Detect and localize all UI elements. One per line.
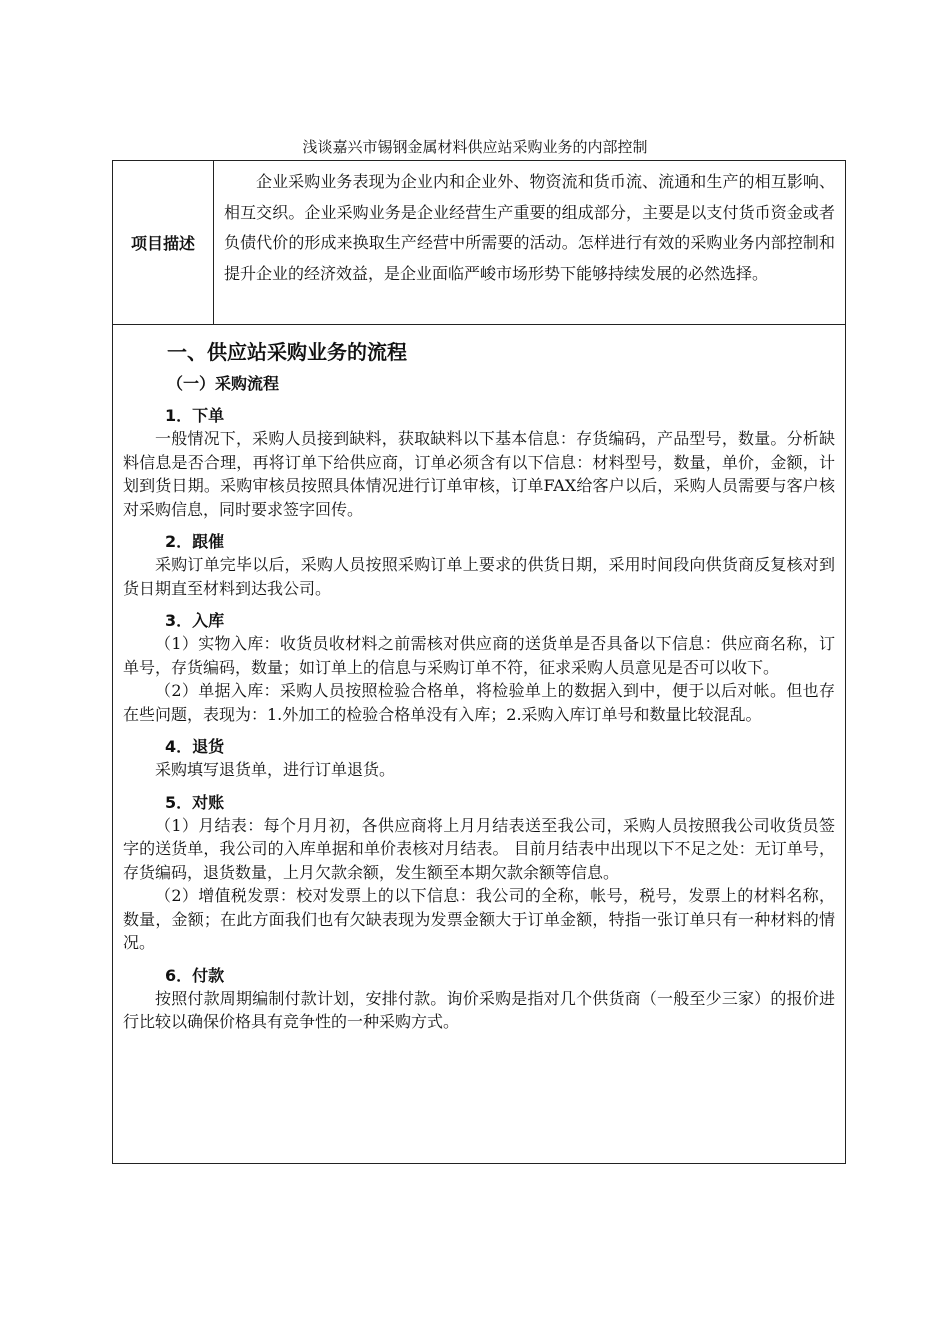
paragraph-monthly-statement: （1）月结表：每个月月初，各供应商将上月月结表送至我公司，采购人员按照我公司收货员签字的送货单，我公司的入库单据和单价表核对月结表。 目前月结表中出现以下不足之处：无订单号，存货编码，退货数量，上月欠款余额，发生额至本期欠款余额等信息。 bbox=[123, 815, 835, 882]
paragraph-physical-warehousing: （1）实物入库：收货员收材料之前需核对供应商的送货单是否具备以下信息：供应商名称，订单号，存货编码，数量；如订单上的信息与采购订单不符，征求采购人员意见是否可以收下。 bbox=[123, 634, 835, 677]
body-cell bbox=[113, 325, 845, 1163]
subsection-heading-followup: 2．跟催 bbox=[165, 532, 225, 551]
subsection-heading-order: 1．下单 bbox=[165, 406, 225, 425]
document-title: 浅谈嘉兴市锡钢金属材料供应站采购业务的内部控制 bbox=[302, 138, 648, 156]
paragraph-order: 一般情况下，采购人员接到缺料，获取缺料以下基本信息：存货编码，产品型号，数量。分析缺料信息是否合理，再将订单下给供应商，订单必须含有以下信息：材料型号，数量，单价，金额，计划到货日期。采购审核员按照具体情况进行订单审核，订单FAX给客户以后，采购人员需要与客户核对采购信息，同时要求签字回传。 bbox=[123, 429, 835, 519]
paragraph-return: 采购填写退货单，进行订单退货。 bbox=[155, 760, 396, 779]
description-text: 企业采购业务表现为企业内和企业外、物资流和货币流、流通和生产的相互影响、相互交织。企业采购业务是企业经营生产重要的组成部分，主要是以支付货币资金或者负债代价的形成来换取生产经营中所需要的活动。怎样进行有效的采购业务内部控制和提升企业的经济效益，是企业面临严峻市场形势下能够持续发展的必然选择。 bbox=[224, 172, 835, 283]
description-label: 项目描述 bbox=[113, 161, 214, 324]
description-row bbox=[113, 161, 845, 325]
content-table bbox=[112, 160, 846, 1164]
section-heading-level1: 一、供应站采购业务的流程 bbox=[167, 340, 407, 364]
paragraph-vat-invoice: （2）增值税发票：校对发票上的以下信息：我公司的全称，帐号，税号，发票上的材料名称，数量，金额；在此方面我们也有欠缺表现为发票金额大于订单金额，特指一张订单只有一种材料的情况。 bbox=[123, 886, 835, 952]
subsection-heading-reconciliation: 5．对账 bbox=[165, 792, 225, 812]
paragraph-followup: 采购订单完毕以后，采购人员按照采购订单上要求的供货日期，采用时间段向供货商反复核对到货日期直至材料到达我公司。 bbox=[123, 555, 835, 598]
subsection-heading-payment: 6．付款 bbox=[165, 965, 225, 985]
paragraph-payment: 按照付款周期编制付款计划，安排付款。询价采购是指对几个供货商（一般至少三家）的报价进行比较以确保价格具有竞争性的一种采购方式。 bbox=[123, 988, 835, 1031]
section-heading-level2: （一）采购流程 bbox=[167, 374, 280, 393]
subsection-heading-return: 4．退货 bbox=[165, 737, 225, 756]
subsection-heading-warehousing: 3．入库 bbox=[165, 611, 225, 630]
paragraph-document-warehousing: （2）单据入库：采购人员按照检验合格单，将检验单上的数据入到中，便于以后对帐。但也存在些问题，表现为：1.外加工的检验合格单没有入库；2.采购入库订单号和数量比较混乱。 bbox=[123, 681, 835, 724]
